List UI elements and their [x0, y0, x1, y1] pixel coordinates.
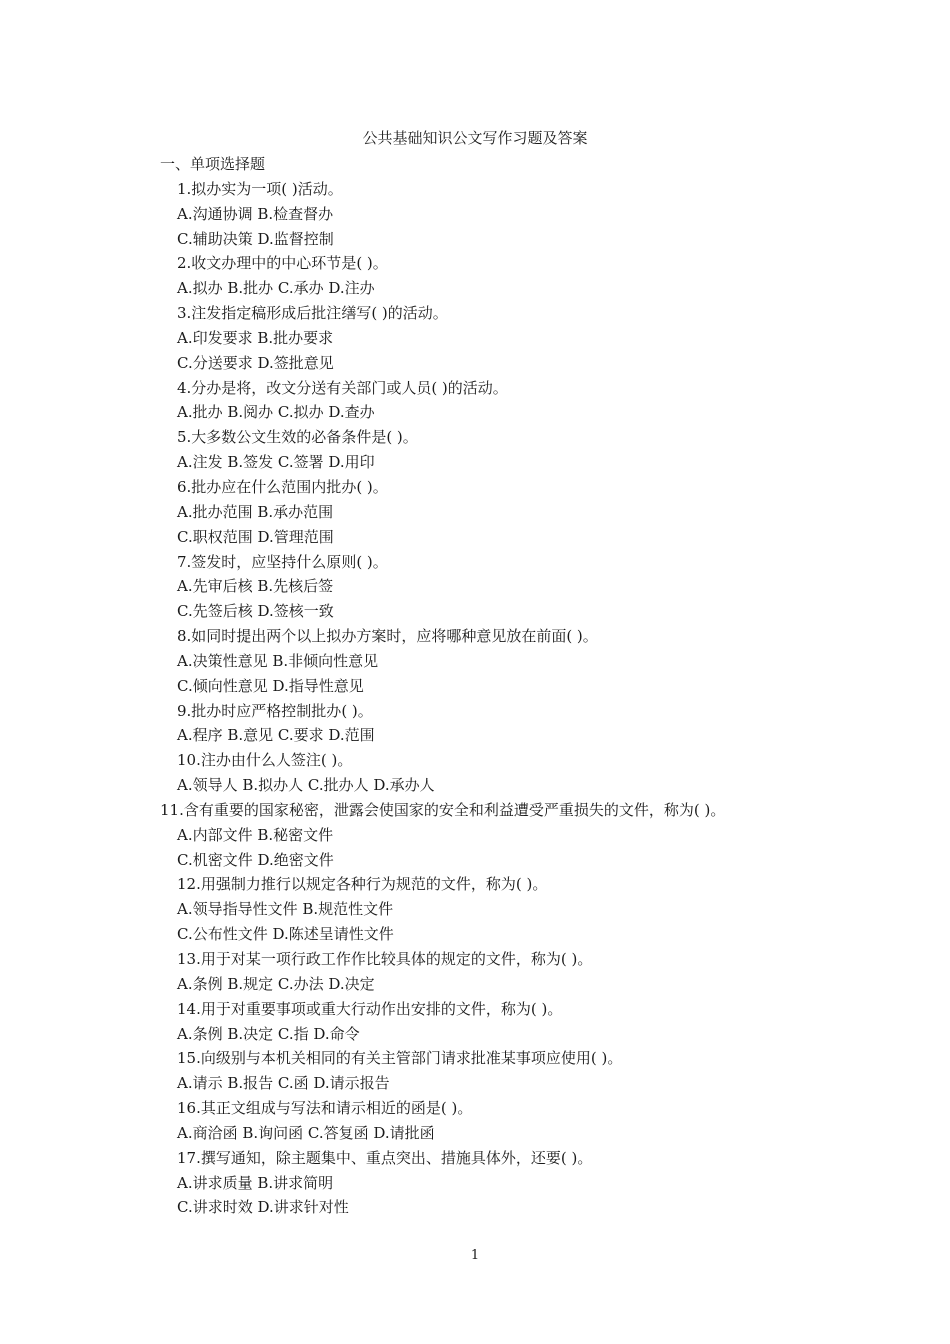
question-text: 13.用于对某一项行政工作作比较具体的规定的文件，称为( )。	[177, 950, 593, 968]
question-text: 10.注办由什么人签注( )。	[177, 751, 353, 770]
question-text: 12.用强制力推行以规定各种行为规范的文件，称为( )。	[177, 875, 548, 894]
answer-options: A.条例 B.决定 C.指 D.命令	[177, 1024, 360, 1043]
question-text: 6.批办应在什么范围内批办( )。	[177, 477, 388, 496]
question-text: 16.其正文组成与写法和请示相近的函是( )。	[177, 1099, 473, 1118]
answer-options: A.先审后核 B.先核后签	[177, 577, 334, 596]
answer-options: C.分送要求 D.签批意见	[177, 353, 334, 372]
document-title: 公共基础知识公文写作习题及答案	[362, 129, 588, 147]
question-text: 17.撰写通知，除主题集中、重点突出、措施具体外，还要( )。	[177, 1148, 593, 1167]
question-text: 5.大多数公文生效的必备条件是( )。	[177, 428, 418, 447]
answer-options: C.讲求时效 D.讲求针对性	[177, 1198, 349, 1217]
answer-options: A.批办 B.阅办 C.拟办 D.查办	[177, 403, 375, 422]
answer-options: A.程序 B.意见 C.要求 D.范围	[177, 726, 375, 745]
question-text: 7.签发时，应坚持什么原则( )。	[177, 552, 388, 571]
question-text: 8.如同时提出两个以上拟办方案时，应将哪种意见放在前面( )。	[177, 627, 598, 646]
answer-options: A.批办范围 B.承办范围	[177, 502, 334, 521]
answer-options: A.领导指导性文件 B.规范性文件	[177, 900, 394, 919]
answer-options: A.决策性意见 B.非倾向性意见	[177, 651, 379, 670]
answer-options: A.条例 B.规定 C.办法 D.决定	[177, 974, 375, 993]
answer-options: A.内部文件 B.秘密文件	[177, 825, 334, 844]
answer-options: A.请示 B.报告 C.函 D.请示报告	[177, 1074, 390, 1093]
page-number: 1	[470, 1248, 480, 1263]
question-text: 4.分办是将，改文分送有关部门或人员( )的活动。	[177, 378, 508, 397]
question-text: 3.注发指定稿形成后批注缮写( )的活动。	[177, 304, 448, 323]
answer-options: C.辅助决策 D.监督控制	[177, 229, 334, 248]
question-text: 2.收文办理中的中心环节是( )。	[177, 254, 388, 273]
question-text: 11.含有重要的国家秘密，泄露会使国家的安全和利益遭受严重损失的文件，称为( )。	[160, 800, 726, 819]
answer-options: A.沟通协调 B.检查督办	[177, 204, 334, 223]
answer-options: A.讲求质量 B.讲求简明	[177, 1173, 334, 1192]
answer-options: C.先签后核 D.签核一致	[177, 602, 334, 621]
section-heading: 一、单项选择题	[160, 155, 266, 173]
question-text: 1.拟办实为一项( )活动。	[177, 179, 343, 198]
question-list	[0, 152, 950, 1220]
answer-options: A.拟办 B.批办 C.承办 D.注办	[177, 279, 375, 298]
answer-options: A.领导人 B.拟办人 C.批办人 D.承办人	[177, 776, 435, 795]
answer-options: C.机密文件 D.绝密文件	[177, 850, 334, 869]
answer-options: C.公布性文件 D.陈述呈请性文件	[177, 925, 394, 944]
answer-options: C.职权范围 D.管理范围	[177, 527, 334, 546]
question-text: 9.批办时应严格控制批办( )。	[177, 701, 373, 720]
answer-options: C.倾向性意见 D.指导性意见	[177, 676, 364, 695]
question-text: 14.用于对重要事项或重大行动作出安排的文件，称为( )。	[177, 999, 563, 1018]
answer-options: A.印发要求 B.批办要求	[177, 328, 334, 347]
question-text: 15.向级别与本机关相同的有关主管部门请求批准某事项应使用( )。	[177, 1049, 623, 1068]
answer-options: A.商洽函 B.询问函 C.答复函 D.请批函	[177, 1123, 435, 1142]
answer-options: A.注发 B.签发 C.签署 D.用印	[177, 453, 375, 472]
